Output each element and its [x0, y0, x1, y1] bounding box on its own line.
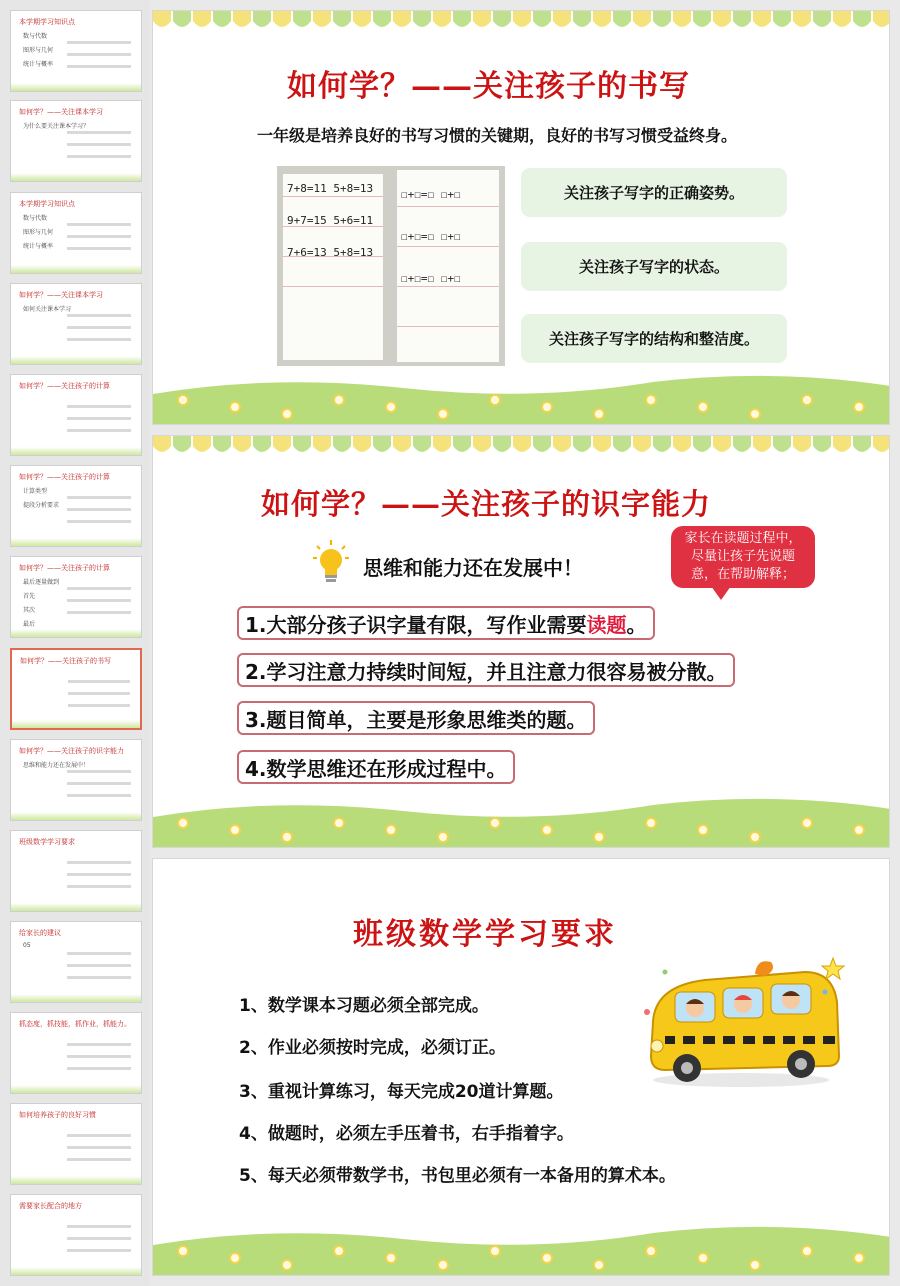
- thumbnail-item: 数与代数: [23, 215, 48, 222]
- thumbnail-line: [67, 885, 131, 888]
- flower: [646, 818, 656, 828]
- thumbnail-line: [67, 1225, 131, 1228]
- bunting-flag: [813, 11, 831, 27]
- bunting-flag: [573, 11, 591, 27]
- flower: [490, 1246, 500, 1256]
- flower: [282, 832, 292, 842]
- bunting-flag: [873, 11, 890, 27]
- bunting-flag: [773, 11, 791, 27]
- slide-title: 班级数学学习要求: [353, 917, 617, 952]
- point-1-highlight: 读题: [586, 612, 627, 637]
- slide-thumbnail-1[interactable]: [10, 10, 142, 92]
- thumbnail-line: [67, 131, 131, 134]
- flower: [334, 1246, 344, 1256]
- grass-decoration: [153, 364, 890, 424]
- note-structure: 关注孩子写字的结构和整洁度。: [521, 314, 787, 363]
- thumbnail-item: 最后: [23, 621, 36, 628]
- bunting-flag: [853, 11, 871, 27]
- bunting-flag: [553, 11, 571, 27]
- slide-title: 如何学？——关注孩子的识字能力: [261, 487, 712, 521]
- slide-thumbnail-5[interactable]: [10, 374, 142, 456]
- bunting-flag: [153, 11, 171, 27]
- bunting-flag: [633, 11, 651, 27]
- thumbnail-line: [67, 782, 131, 785]
- thumbnail-title: 如何学？——关注课本学习: [19, 291, 103, 299]
- thumbnail-grass: [11, 538, 141, 546]
- thumbnail-item: 提段分析要求: [23, 502, 60, 509]
- thumbnail-grass: [11, 173, 141, 181]
- thumbnail-grass: [11, 629, 141, 637]
- flower: [490, 818, 500, 828]
- thumbnail-line: [67, 247, 131, 250]
- thumbnail-grass: [11, 356, 141, 364]
- grass-hill: [153, 1227, 890, 1275]
- thumbnail-title: 本学期学习知识点: [19, 18, 75, 26]
- thumbnail-line: [67, 496, 131, 499]
- flower: [178, 395, 188, 405]
- bunting-flag: [353, 11, 371, 27]
- slide-thumbnail-10[interactable]: [10, 830, 142, 912]
- flower: [542, 1253, 552, 1263]
- thumbnail-grass: [11, 265, 141, 273]
- bunting-flag: [513, 11, 531, 27]
- bunting-flag: [713, 436, 731, 452]
- flower: [594, 409, 604, 419]
- slide-thumbnail-12[interactable]: [10, 1012, 142, 1094]
- slide-thumbnail-13[interactable]: [10, 1103, 142, 1185]
- point-1-tail: 。: [626, 612, 647, 637]
- homework-photo: 7+8=11 5+8=13 9+7=15 5+6=11 7+6=13 5+8=13 ☐+☐=☐ ☐+☐ ☐+☐=☐ ☐+☐ ☐+☐=☐ ☐+☐: [277, 166, 505, 366]
- flower: [750, 832, 760, 842]
- flower: [438, 409, 448, 419]
- bunting-flag: [273, 11, 291, 27]
- slide-thumbnail-14[interactable]: [10, 1194, 142, 1276]
- bunting-flag: [573, 436, 591, 452]
- point-2: [237, 653, 735, 687]
- flower: [854, 402, 864, 412]
- thumbnail-line: [67, 952, 131, 955]
- thumbnail-item: 图形与几何: [23, 47, 54, 54]
- thumbnail-line: [67, 1043, 131, 1046]
- requirement-4: 4、做题时，必须左手压着书，右手指着字。: [239, 1124, 574, 1144]
- thumbnail-line: [67, 861, 131, 864]
- bunting-flag: [233, 11, 251, 27]
- thumbnail-grass: [11, 812, 141, 820]
- bunting-flag: [413, 11, 431, 27]
- thumbnail-line: [67, 964, 131, 967]
- bunting-flag: [393, 436, 411, 452]
- thumbnail-grass: [11, 994, 141, 1002]
- thumbnail-line: [67, 143, 131, 146]
- flower: [282, 1260, 292, 1270]
- flower: [594, 1260, 604, 1270]
- bunting-flag: [853, 436, 871, 452]
- bunting-flag: [833, 11, 851, 27]
- bunting-flag: [753, 11, 771, 27]
- thumbnail-line: [67, 41, 131, 44]
- note-posture: 关注孩子写字的正确姿势。: [521, 168, 787, 217]
- thumbnail-item: 其次: [23, 607, 36, 614]
- bunting-flag: [513, 436, 531, 452]
- thumbnail-title: 如何学？——关注孩子的识字能力: [19, 747, 124, 755]
- note-state: 关注孩子写字的状态。: [521, 242, 787, 291]
- requirement-5: 5、每天必须带数学书，书包里必须有一本备用的算术本。: [239, 1166, 676, 1186]
- bunting-flag: [613, 436, 631, 452]
- thumbnail-item: 最后逐量做到: [23, 579, 60, 586]
- slide-reading-ability[interactable]: [152, 435, 890, 848]
- bunting-flag: [193, 436, 211, 452]
- bunting-flag: [153, 436, 171, 452]
- thumbnail-item: 首先: [23, 593, 36, 600]
- slide-thumbnail-4[interactable]: [10, 283, 142, 365]
- thumbnail-line: [67, 873, 131, 876]
- bunting-flag: [333, 11, 351, 27]
- bunting-flag: [173, 436, 191, 452]
- bunting-flag: [693, 436, 711, 452]
- slide-thumbnail-7[interactable]: [10, 556, 142, 638]
- flower: [698, 825, 708, 835]
- thumbnail-line: [67, 1249, 131, 1252]
- bunting-flag: [633, 436, 651, 452]
- slide-thumbnail-11[interactable]: [10, 921, 142, 1003]
- thumbnail-item: 统计与概率: [23, 61, 54, 68]
- thumbnail-title: 如何学？——关注课本学习: [19, 108, 103, 116]
- bunting-flag: [693, 11, 711, 27]
- bunting-flag: [473, 11, 491, 27]
- flower: [438, 1260, 448, 1270]
- bunting-flag: [813, 436, 831, 452]
- point-3-text: 3.题目简单，主要是形象思维类的题。: [245, 707, 587, 732]
- bunting-flag: [733, 11, 751, 27]
- thumbnail-title: 需要家长配合的地方: [19, 1202, 82, 1210]
- thumbnail-item: 数与代数: [23, 33, 48, 40]
- flower: [282, 409, 292, 419]
- bunting-flag: [613, 11, 631, 27]
- thumbnail-line: [67, 587, 131, 590]
- bunting-flag: [653, 436, 671, 452]
- thumbnail-line: [68, 704, 130, 707]
- slide-writing[interactable]: [152, 10, 890, 425]
- grass-hill: [153, 376, 890, 424]
- thumbnail-line: [67, 508, 131, 511]
- thumbnail-item: 05: [23, 942, 31, 949]
- bunting-flag: [233, 436, 251, 452]
- bunting-flag: [473, 436, 491, 452]
- thumbnail-line: [67, 417, 131, 420]
- flower: [646, 1246, 656, 1256]
- thumbnail-item: 思维和能力还在发展中！: [23, 762, 90, 769]
- bunting-flag: [253, 436, 271, 452]
- bunting-flag: [673, 11, 691, 27]
- thumbnail-grass: [11, 1085, 141, 1093]
- slide-intro: 一年级是培养良好的书写习惯的关键期，良好的书写习惯受益终身。: [257, 126, 738, 145]
- bunting-decoration: [153, 436, 890, 458]
- flower: [698, 1253, 708, 1263]
- thumbnail-title: 给家长的建议: [19, 929, 61, 937]
- thumbnail-title: 班级数学学习要求: [19, 838, 75, 846]
- flower: [334, 395, 344, 405]
- thumbnail-grass: [11, 1176, 141, 1184]
- bunting-flag: [593, 11, 611, 27]
- flower: [230, 1253, 240, 1263]
- bunting-flag: [273, 436, 291, 452]
- slide-thumbnail-6[interactable]: [10, 465, 142, 547]
- thumbnail-grass: [11, 1267, 141, 1275]
- bunting-flag: [213, 11, 231, 27]
- flower: [802, 395, 812, 405]
- bunting-flag: [453, 436, 471, 452]
- bunting-flag: [353, 436, 371, 452]
- bunting-flag: [773, 436, 791, 452]
- thumbnail-line: [67, 1067, 131, 1070]
- flower: [178, 818, 188, 828]
- thumbnail-grass: [11, 447, 141, 455]
- thumbnail-title: 本学期学习知识点: [19, 200, 75, 208]
- bunting-flag: [393, 11, 411, 27]
- flower: [178, 1246, 188, 1256]
- thumbnail-line: [67, 1134, 131, 1137]
- bunting-flag: [193, 11, 211, 27]
- thumbnail-title: 如何学？——关注孩子的计算: [19, 382, 110, 390]
- thumbnail-line: [67, 235, 131, 238]
- thumbnail-item: 图形与几何: [23, 229, 54, 236]
- thumbnail-item: 统计与概率: [23, 243, 54, 250]
- requirement-1: 1、数学课本习题必须全部完成。: [239, 996, 489, 1016]
- flower: [854, 825, 864, 835]
- flower: [230, 825, 240, 835]
- thumbnail-line: [67, 338, 131, 341]
- bunting-flag: [413, 436, 431, 452]
- grass-decoration: [153, 787, 890, 847]
- school-bus-illustration: [635, 952, 847, 1090]
- bunting-flag: [553, 436, 571, 452]
- slide-thumbnail-3[interactable]: [10, 192, 142, 274]
- thumbnail-line: [67, 314, 131, 317]
- thumbnail-line: [67, 599, 131, 602]
- flower: [438, 832, 448, 842]
- slide-thumbnail-panel: [0, 0, 150, 1286]
- thumbnail-line: [67, 223, 131, 226]
- bunting-flag: [313, 11, 331, 27]
- bunting-flag: [433, 436, 451, 452]
- thumbnail-grass: [11, 903, 141, 911]
- flower: [750, 409, 760, 419]
- thumbnail-grass: [11, 83, 141, 91]
- grass-decoration: [153, 1215, 890, 1275]
- thumbnail-line: [68, 680, 130, 683]
- bunting-flag: [253, 11, 271, 27]
- requirement-3: 3、重视计算练习，每天完成20道计算题。: [239, 1082, 564, 1102]
- bunting-flag: [293, 436, 311, 452]
- thumbnail-line: [67, 976, 131, 979]
- bunting-flag: [433, 11, 451, 27]
- flower: [542, 825, 552, 835]
- flower: [802, 818, 812, 828]
- thumbnail-line: [67, 405, 131, 408]
- thumbnail-line: [67, 53, 131, 56]
- thumbnail-title: 如何学？——关注孩子的计算: [19, 473, 110, 481]
- thumbnail-line: [67, 611, 131, 614]
- bunting-flag: [213, 436, 231, 452]
- thumbnail-grass: [12, 720, 140, 728]
- thumbnail-line: [67, 520, 131, 523]
- thumbnail-line: [67, 770, 131, 773]
- thumbnail-title: 如何学？——关注孩子的书写: [20, 657, 111, 665]
- flower: [386, 1253, 396, 1263]
- requirement-2: 2、作业必须按时完成，必须订正。: [239, 1038, 506, 1058]
- flower: [698, 402, 708, 412]
- point-1: [237, 606, 655, 640]
- bunting-flag: [333, 436, 351, 452]
- thumbnail-line: [67, 1146, 131, 1149]
- thumbnail-item: 为什么要关注课本学习？: [23, 123, 90, 130]
- grass-hill: [153, 799, 890, 847]
- thumbnail-line: [67, 1055, 131, 1058]
- bunting-flag: [873, 436, 890, 452]
- lightbulb-icon: [311, 538, 351, 586]
- bunting-flag: [673, 436, 691, 452]
- bunting-flag: [373, 11, 391, 27]
- thumbnail-line: [68, 692, 130, 695]
- flower: [854, 1253, 864, 1263]
- bunting-flag: [373, 436, 391, 452]
- bunting-flag: [293, 11, 311, 27]
- bunting-flag: [533, 436, 551, 452]
- flower: [490, 395, 500, 405]
- thumbnail-line: [67, 794, 131, 797]
- flower: [802, 1246, 812, 1256]
- bunting-flag: [173, 11, 191, 27]
- bunting-flag: [793, 11, 811, 27]
- bunting-decoration: [153, 11, 890, 33]
- flower: [334, 818, 344, 828]
- point-3: [237, 701, 595, 735]
- bunting-flag: [793, 436, 811, 452]
- point-1-text: 1.大部分孩子识字量有限，写作业需要: [245, 612, 587, 637]
- slide-title: 如何学？——关注孩子的书写: [287, 69, 690, 104]
- flower: [542, 402, 552, 412]
- flower: [594, 832, 604, 842]
- bunting-flag: [833, 436, 851, 452]
- thumbnail-item: 计算类型: [23, 488, 48, 495]
- thumbnail-line: [67, 326, 131, 329]
- slide-thumbnail-9[interactable]: [10, 739, 142, 821]
- thumbnail-item: 如何关注课本学习: [23, 306, 72, 313]
- slide-thumbnail-2[interactable]: [10, 100, 142, 182]
- bunting-flag: [733, 436, 751, 452]
- thumbnail-line: [67, 1237, 131, 1240]
- bunting-flag: [653, 11, 671, 27]
- thumbnail-title: 抓态度，抓技能，抓作业，抓能力。: [19, 1020, 131, 1028]
- thumbnail-title: 如何学？——关注孩子的计算: [19, 564, 110, 572]
- flower: [386, 402, 396, 412]
- flower: [646, 395, 656, 405]
- point-4: [237, 750, 515, 784]
- bunting-flag: [593, 436, 611, 452]
- thumbnail-title: 如何培养孩子的良好习惯: [19, 1111, 96, 1119]
- bunting-flag: [753, 436, 771, 452]
- bunting-flag: [453, 11, 471, 27]
- bunting-flag: [533, 11, 551, 27]
- flower: [386, 825, 396, 835]
- point-4-text: 4.数学思维还在形成过程中。: [245, 756, 507, 781]
- bunting-flag: [713, 11, 731, 27]
- point-2-text: 2.学习注意力持续时间短，并且注意力很容易被分散。: [245, 659, 727, 684]
- bunting-flag: [313, 436, 331, 452]
- slide-thumbnail-8[interactable]: [10, 648, 142, 730]
- flower: [750, 1260, 760, 1270]
- parent-tip-bubble: 家长在读题过程中，尽量让孩子先说题意，在帮助解释；: [671, 526, 815, 588]
- slide-class-requirements[interactable]: [152, 858, 890, 1276]
- subheading: 思维和能力还在发展中！: [363, 556, 583, 580]
- thumbnail-line: [67, 429, 131, 432]
- thumbnail-line: [67, 65, 131, 68]
- bunting-flag: [493, 11, 511, 27]
- flower: [230, 402, 240, 412]
- thumbnail-line: [67, 1158, 131, 1161]
- thumbnail-line: [67, 155, 131, 158]
- bunting-flag: [493, 436, 511, 452]
